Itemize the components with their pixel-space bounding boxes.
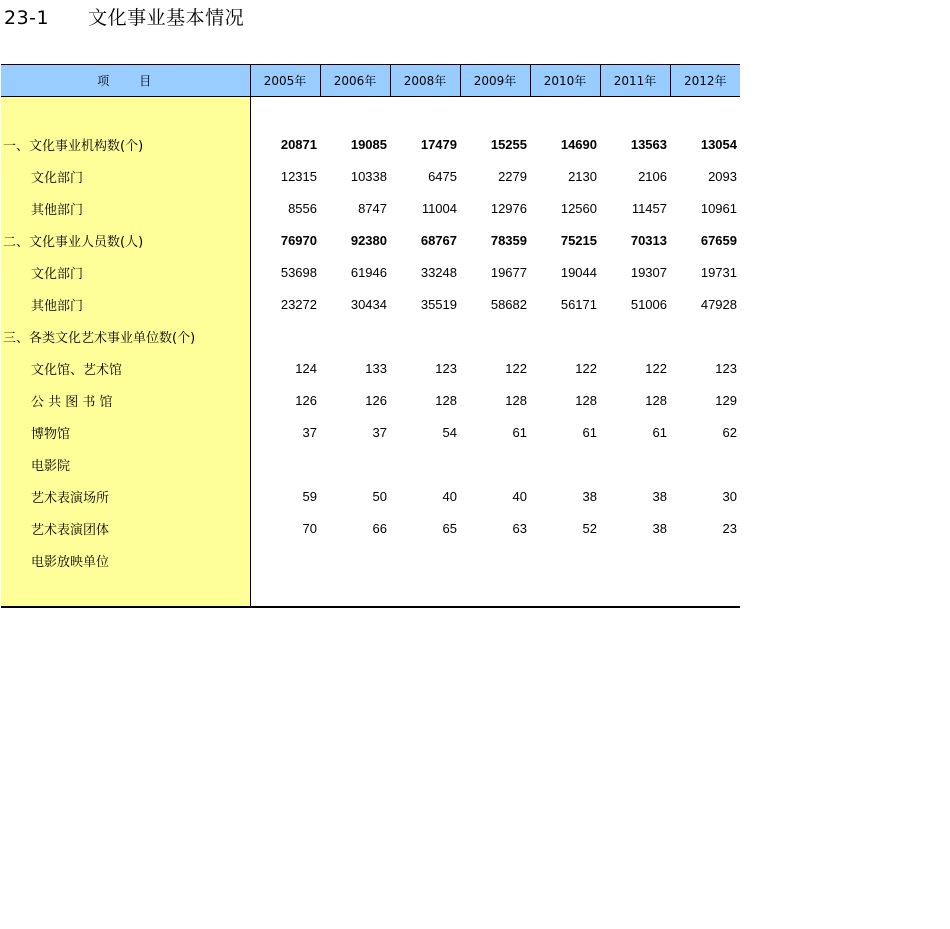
value-cell: 12976	[490, 200, 527, 216]
empty-cell	[320, 97, 390, 129]
value-cell: 56171	[560, 296, 597, 312]
value-cell: 8556	[288, 200, 317, 216]
value-cell: 51006	[630, 296, 667, 312]
table-row	[1, 384, 740, 416]
value-cell: 35519	[420, 296, 457, 312]
empty-cell	[670, 97, 740, 129]
row-label: 文化馆、艺术馆	[1, 352, 250, 384]
value-cell: 124	[295, 360, 317, 376]
row-label: 其他部门	[1, 288, 250, 320]
value-cell	[250, 448, 320, 480]
value-cell: 20871	[280, 136, 317, 152]
value-cell: 6475	[428, 168, 457, 184]
statistics-table	[1, 64, 740, 608]
value-cell: 52	[582, 520, 597, 536]
value-cell	[670, 544, 740, 576]
value-cell: 68767	[420, 232, 457, 248]
value-cell	[390, 544, 460, 576]
value-cell: 38	[652, 488, 667, 504]
value-cell: 63	[512, 520, 527, 536]
value-cell: 76970	[280, 232, 317, 248]
value-cell: 133	[365, 360, 387, 376]
value-cell: 122	[575, 360, 597, 376]
value-cell: 61	[582, 424, 597, 440]
value-cell	[250, 320, 320, 352]
row-label: 电影放映单位	[1, 544, 250, 576]
table-row	[1, 224, 740, 256]
table-row	[1, 416, 740, 448]
value-cell: 38	[582, 488, 597, 504]
value-cell: 61	[652, 424, 667, 440]
table-row	[1, 544, 740, 576]
value-cell: 129	[715, 392, 737, 408]
value-cell: 123	[435, 360, 457, 376]
empty-cell	[390, 576, 460, 607]
value-cell: 33248	[420, 264, 457, 280]
value-cell: 53698	[280, 264, 317, 280]
value-cell: 17479	[420, 136, 457, 152]
value-cell	[460, 544, 530, 576]
value-cell	[250, 544, 320, 576]
table-row	[1, 128, 740, 160]
page-title: 23-1 文化事业基本情况	[4, 7, 245, 29]
empty-cell	[460, 576, 530, 607]
value-cell: 14690	[560, 136, 597, 152]
value-cell: 10961	[700, 200, 737, 216]
value-cell: 78359	[490, 232, 527, 248]
value-cell: 8747	[358, 200, 387, 216]
value-cell: 37	[302, 424, 317, 440]
empty-cell	[530, 97, 600, 129]
value-cell: 126	[295, 392, 317, 408]
value-cell: 19044	[560, 264, 597, 280]
row-label: 三、各类文化艺术事业单位数(个)	[1, 320, 250, 352]
value-cell: 40	[442, 488, 457, 504]
value-cell	[600, 320, 670, 352]
value-cell	[320, 320, 390, 352]
value-cell: 2130	[568, 168, 597, 184]
value-cell: 123	[715, 360, 737, 376]
value-cell	[390, 320, 460, 352]
row-label: 文化部门	[1, 160, 250, 192]
value-cell: 59	[302, 488, 317, 504]
empty-cell	[390, 97, 460, 129]
value-cell: 50	[372, 488, 387, 504]
table-body	[1, 97, 740, 608]
value-cell	[390, 448, 460, 480]
value-cell: 122	[505, 360, 527, 376]
value-cell: 128	[575, 392, 597, 408]
item-column-header: 项 目	[1, 65, 250, 97]
table-row	[1, 320, 740, 352]
value-cell	[460, 320, 530, 352]
table-row	[1, 480, 740, 512]
value-cell: 30434	[350, 296, 387, 312]
value-cell: 67659	[700, 232, 737, 248]
value-cell: 12315	[280, 168, 317, 184]
value-cell: 92380	[350, 232, 387, 248]
value-cell: 66	[372, 520, 387, 536]
value-cell: 11457	[631, 200, 667, 216]
table-spacer-row	[1, 576, 740, 607]
table-header-row	[1, 65, 740, 97]
empty-cell	[320, 576, 390, 607]
value-cell: 13054	[700, 136, 737, 152]
value-cell: 47928	[700, 296, 737, 312]
value-cell: 19085	[350, 136, 387, 152]
item-cell	[1, 576, 250, 607]
year-column-header: 2011年	[600, 65, 670, 97]
value-cell: 75215	[560, 232, 597, 248]
item-cell	[1, 97, 250, 129]
empty-cell	[530, 576, 600, 607]
value-cell: 128	[645, 392, 667, 408]
value-cell: 65	[442, 520, 457, 536]
empty-cell	[670, 576, 740, 607]
value-cell: 54	[442, 424, 457, 440]
empty-cell	[250, 97, 320, 129]
row-label: 公 共 图 书 馆	[1, 384, 250, 416]
value-cell: 70	[302, 520, 317, 536]
value-cell: 15255	[490, 136, 527, 152]
row-label: 电影院	[1, 448, 250, 480]
value-cell: 2106	[638, 168, 667, 184]
year-column-header: 2012年	[670, 65, 740, 97]
value-cell: 61946	[350, 264, 387, 280]
row-label: 一、文化事业机构数(个)	[1, 128, 250, 160]
value-cell	[320, 544, 390, 576]
value-cell: 126	[365, 392, 387, 408]
value-cell: 61	[512, 424, 527, 440]
value-cell: 70313	[630, 232, 667, 248]
empty-cell	[600, 576, 670, 607]
value-cell: 12560	[560, 200, 597, 216]
row-label: 其他部门	[1, 192, 250, 224]
table-row	[1, 160, 740, 192]
table-row	[1, 288, 740, 320]
value-cell: 40	[512, 488, 527, 504]
year-column-header: 2009年	[460, 65, 530, 97]
empty-cell	[600, 97, 670, 129]
table-row	[1, 352, 740, 384]
empty-cell	[460, 97, 530, 129]
value-cell: 23	[722, 520, 737, 536]
value-cell: 58682	[490, 296, 527, 312]
value-cell: 30	[722, 488, 737, 504]
value-cell: 37	[372, 424, 387, 440]
value-cell: 23272	[280, 296, 317, 312]
value-cell: 2279	[498, 168, 527, 184]
value-cell	[530, 544, 600, 576]
row-label: 文化部门	[1, 256, 250, 288]
row-label: 艺术表演团体	[1, 512, 250, 544]
value-cell	[530, 320, 600, 352]
value-cell: 11004	[421, 200, 457, 216]
value-cell: 122	[645, 360, 667, 376]
value-cell	[670, 320, 740, 352]
row-label: 艺术表演场所	[1, 480, 250, 512]
row-label: 二、文化事业人员数(人)	[1, 224, 250, 256]
value-cell	[460, 448, 530, 480]
value-cell	[600, 448, 670, 480]
year-column-header: 2010年	[530, 65, 600, 97]
table-row	[1, 448, 740, 480]
value-cell: 19677	[490, 264, 527, 280]
value-cell	[600, 544, 670, 576]
value-cell: 128	[505, 392, 527, 408]
value-cell: 19307	[630, 264, 667, 280]
statistics-table-container	[1, 64, 740, 608]
year-column-header: 2008年	[390, 65, 460, 97]
value-cell: 38	[652, 520, 667, 536]
empty-cell	[250, 576, 320, 607]
year-column-header: 2006年	[320, 65, 390, 97]
value-cell	[530, 448, 600, 480]
value-cell: 19731	[700, 264, 737, 280]
table-row	[1, 512, 740, 544]
table-row	[1, 192, 740, 224]
table-row	[1, 256, 740, 288]
value-cell	[320, 448, 390, 480]
value-cell: 10338	[350, 168, 387, 184]
year-column-header: 2005年	[250, 65, 320, 97]
value-cell	[670, 448, 740, 480]
value-cell: 62	[722, 424, 737, 440]
value-cell: 2093	[708, 168, 737, 184]
row-label: 博物馆	[1, 416, 250, 448]
value-cell: 128	[435, 392, 457, 408]
table-spacer-row	[1, 97, 740, 129]
value-cell: 13563	[630, 136, 667, 152]
